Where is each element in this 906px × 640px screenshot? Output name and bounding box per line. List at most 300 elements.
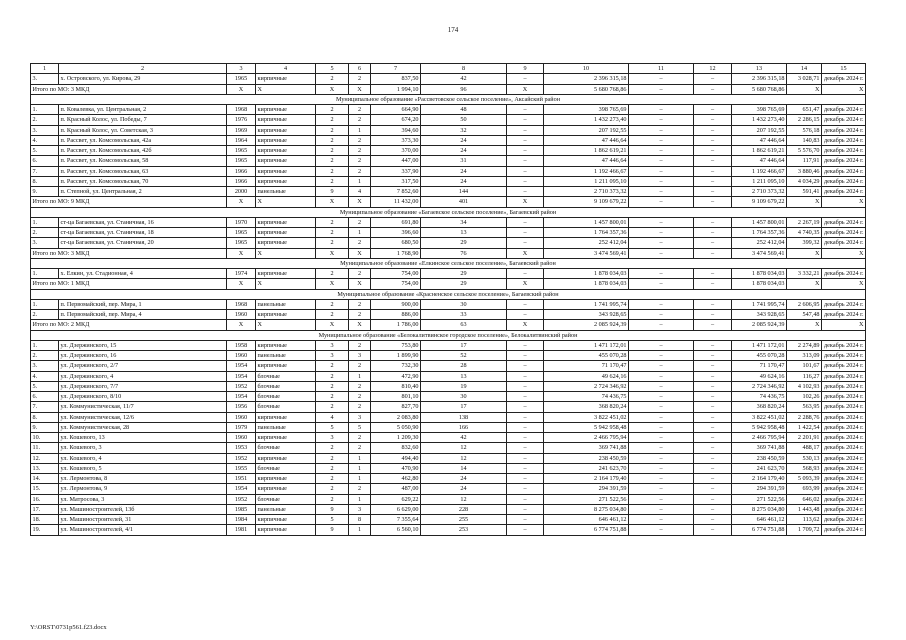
table-cell: 24 [421, 135, 507, 145]
table-cell: – [694, 515, 732, 525]
total-cell: X [349, 279, 371, 289]
table-cell: декабрь 2024 г. [822, 412, 866, 422]
table-cell: – [507, 494, 544, 504]
table-cell: декабрь 2024 г. [822, 484, 866, 494]
table-cell: 2 [349, 361, 371, 371]
table-cell: 1965 [227, 238, 256, 248]
address-cell: ул. Кошевого, 13 [59, 433, 227, 443]
table-cell: 1954 [227, 361, 256, 371]
total-cell: X [256, 197, 316, 207]
table-cell: 368 820,24 [544, 402, 629, 412]
table-cell: 1965 [227, 74, 256, 84]
total-cell: 1 786,00 [371, 320, 421, 330]
table-cell: 488,17 [787, 443, 822, 453]
table-cell: 2 164 179,40 [544, 474, 629, 484]
table-cell: – [629, 74, 694, 84]
table-cell: – [507, 176, 544, 186]
table-cell: 9 [316, 187, 349, 197]
table-cell: – [629, 187, 694, 197]
table-row [31, 156, 866, 166]
table-cell: 50 [421, 115, 507, 125]
address-cell: п. Рассвет, ул. Комсомольская, 42б [59, 146, 227, 156]
table-cell: 3. [31, 238, 59, 248]
table-cell: – [694, 392, 732, 402]
table-cell: 1960 [227, 351, 256, 361]
table-cell: 3 [316, 351, 349, 361]
table-cell: – [507, 74, 544, 84]
table-row [31, 310, 866, 320]
table-cell: 1964 [227, 135, 256, 145]
table-cell: 2 [349, 484, 371, 494]
table-cell: – [694, 135, 732, 145]
table-cell: блочные [256, 494, 316, 504]
table-cell: 1 764 357,36 [544, 228, 629, 238]
table-cell: – [507, 166, 544, 176]
table-cell: 5 050,90 [371, 422, 421, 432]
table-row [31, 351, 866, 361]
table-cell: 3 822 451,02 [544, 412, 629, 422]
table-cell: – [694, 146, 732, 156]
table-row [31, 515, 866, 525]
table-cell: 2 201,91 [787, 433, 822, 443]
total-cell: X [227, 197, 256, 207]
table-cell: 1 457 800,01 [544, 217, 629, 227]
table-cell: 252 412,04 [732, 238, 787, 248]
total-cell: 401 [421, 197, 507, 207]
table-cell: декабрь 2024 г. [822, 146, 866, 156]
total-cell: X [227, 320, 256, 330]
table-cell: 563,95 [787, 402, 822, 412]
table-cell: – [507, 433, 544, 443]
municipality-title: Муниципальное образование «Елкинское сельское поселение», Багаевский район [31, 258, 866, 268]
table-cell: 1 899,90 [371, 351, 421, 361]
total-cell: X [822, 248, 866, 258]
table-cell: 470,90 [371, 463, 421, 473]
table-cell: 13 [421, 228, 507, 238]
table-cell: кирпичные [256, 515, 316, 525]
address-cell: х. Елкин, ул. Стадионная, 4 [59, 269, 227, 279]
column-number-cell: 12 [694, 64, 732, 74]
table-cell: 3 822 451,02 [732, 412, 787, 422]
total-label: Итого по МО: 3 МКД [31, 248, 227, 258]
table-cell: кирпичные [256, 176, 316, 186]
table-cell: – [629, 474, 694, 484]
table-cell: кирпичные [256, 156, 316, 166]
table-cell: кирпичные [256, 340, 316, 350]
table-cell: 5 093,39 [787, 474, 822, 484]
table-cell: 1 457 800,01 [732, 217, 787, 227]
table-row [31, 228, 866, 238]
table-cell: 1951 [227, 474, 256, 484]
table-cell: – [629, 381, 694, 391]
table-row [31, 402, 866, 412]
table-cell: 2 [349, 166, 371, 176]
table-cell: декабрь 2024 г. [822, 402, 866, 412]
table-cell: декабрь 2024 г. [822, 135, 866, 145]
column-number-cell: 8 [421, 64, 507, 74]
table-cell: – [629, 166, 694, 176]
table-cell: 2 286,15 [787, 115, 822, 125]
total-cell: 9 109 679,22 [544, 197, 629, 207]
total-cell: X [256, 279, 316, 289]
total-cell: X [822, 320, 866, 330]
total-cell: X [507, 197, 544, 207]
table-cell: – [507, 484, 544, 494]
column-number-cell: 15 [822, 64, 866, 74]
table-cell: 1968 [227, 105, 256, 115]
table-cell: 8 [349, 515, 371, 525]
table-cell: 71 170,47 [732, 361, 787, 371]
table-cell: 252 412,04 [544, 238, 629, 248]
table-cell: – [629, 115, 694, 125]
table-cell: 455 070,28 [732, 351, 787, 361]
table-cell: – [507, 135, 544, 145]
table-cell: 74 436,75 [544, 392, 629, 402]
table-cell: 6 560,10 [371, 525, 421, 535]
table-cell: 1 764 357,36 [732, 228, 787, 238]
table-cell: 13. [31, 463, 59, 473]
table-cell: – [694, 402, 732, 412]
table-row [31, 433, 866, 443]
table-cell: – [629, 105, 694, 115]
table-cell: 2 [316, 105, 349, 115]
table-cell: 2 [316, 474, 349, 484]
table-cell: 2 [316, 310, 349, 320]
municipality-title: Муниципальное образование «Рассветовское сельское поселение», Аксайский район [31, 94, 866, 104]
table-cell: 2 [316, 238, 349, 248]
table-cell: – [694, 176, 732, 186]
table-cell: 42 [421, 433, 507, 443]
table-cell: 138 [421, 412, 507, 422]
address-cell: ул. Коммунистическая, 28 [59, 422, 227, 432]
table-cell: 49 624,16 [732, 371, 787, 381]
table-cell: – [694, 361, 732, 371]
table-cell: – [694, 310, 732, 320]
total-cell: X [227, 279, 256, 289]
table-cell: 2 606,95 [787, 299, 822, 309]
total-cell: – [694, 84, 732, 94]
table-cell: 2 [316, 135, 349, 145]
table-cell: 29 [421, 238, 507, 248]
table-cell: 691,80 [371, 217, 421, 227]
table-cell: 28 [421, 361, 507, 371]
table-cell: 1. [31, 340, 59, 350]
address-cell: х. Островского, ул. Кирова, 29 [59, 74, 227, 84]
table-cell: кирпичные [256, 361, 316, 371]
table-cell: 3 [349, 504, 371, 514]
table-cell: 693,99 [787, 484, 822, 494]
table-cell: декабрь 2024 г. [822, 187, 866, 197]
table-cell: 2 [349, 402, 371, 412]
table-cell: – [507, 474, 544, 484]
table-cell: 1. [31, 269, 59, 279]
table-cell: – [629, 310, 694, 320]
table-cell: – [629, 217, 694, 227]
table-cell: 1 [349, 176, 371, 186]
table-cell: 19 [421, 381, 507, 391]
table-cell: 1970 [227, 217, 256, 227]
table-cell: 52 [421, 351, 507, 361]
table-cell: 2 [316, 381, 349, 391]
table-cell: кирпичные [256, 146, 316, 156]
table-cell: – [694, 525, 732, 535]
table-cell: 1966 [227, 166, 256, 176]
table-cell: 801,10 [371, 392, 421, 402]
table-cell: 369 741,88 [544, 443, 629, 453]
table-cell: – [694, 453, 732, 463]
table-cell: 101,67 [787, 361, 822, 371]
table-cell: – [507, 504, 544, 514]
table-cell: – [629, 422, 694, 432]
table-cell: 5 942 958,48 [732, 422, 787, 432]
table-cell: 117,91 [787, 156, 822, 166]
table-cell: – [694, 299, 732, 309]
table-cell: 1956 [227, 402, 256, 412]
table-cell: 810,40 [371, 381, 421, 391]
table-cell: 24 [421, 166, 507, 176]
table-cell: 4 034,29 [787, 176, 822, 186]
table-cell: 1 192 466,67 [732, 166, 787, 176]
table-cell: 1974 [227, 269, 256, 279]
total-cell: X [787, 279, 822, 289]
table-cell: кирпичные [256, 217, 316, 227]
table-cell: декабрь 2024 г. [822, 217, 866, 227]
table-cell: 2 466 795,94 [732, 433, 787, 443]
table-cell: 2 [316, 463, 349, 473]
address-cell: ул. Коммунистическая, 11/7 [59, 402, 227, 412]
table-cell: 1 [349, 494, 371, 504]
table-cell: 238 450,59 [732, 453, 787, 463]
column-number-cell: 2 [59, 64, 227, 74]
table-cell: 2 [316, 166, 349, 176]
table-cell: – [629, 392, 694, 402]
table-cell: 1 741 995,74 [732, 299, 787, 309]
table-cell: декабрь 2024 г. [822, 422, 866, 432]
table-cell: 33 [421, 310, 507, 320]
table-cell: 140,83 [787, 135, 822, 145]
table-cell: 2 [316, 269, 349, 279]
table-cell: декабрь 2024 г. [822, 361, 866, 371]
table-cell: 207 192,55 [732, 125, 787, 135]
table-cell: – [694, 74, 732, 84]
table-cell: 6 774 751,88 [732, 525, 787, 535]
table-cell: 13 [421, 371, 507, 381]
table-cell: – [507, 299, 544, 309]
table-cell: – [507, 238, 544, 248]
table-cell: – [629, 504, 694, 514]
table-cell: – [694, 474, 732, 484]
column-number-cell: 13 [732, 64, 787, 74]
total-label: Итого по МО: 9 МКД [31, 197, 227, 207]
table-cell: – [507, 115, 544, 125]
table-row [31, 125, 866, 135]
table-cell: 1 [349, 463, 371, 473]
table-row [31, 463, 866, 473]
table-cell: блочные [256, 392, 316, 402]
table-cell: 337,90 [371, 166, 421, 176]
table-cell: 2 [349, 392, 371, 402]
table-cell: 1985 [227, 504, 256, 514]
table-cell: 48 [421, 105, 507, 115]
total-row [31, 279, 866, 289]
total-cell: 2 085 924,39 [732, 320, 787, 330]
table-row [31, 340, 866, 350]
total-cell: X [256, 320, 316, 330]
table-cell: 2 [316, 453, 349, 463]
table-cell: – [507, 463, 544, 473]
table-cell: 2 [316, 392, 349, 402]
table-cell: 1 862 619,21 [732, 146, 787, 156]
total-cell: – [694, 279, 732, 289]
total-cell: X [507, 248, 544, 258]
total-label: Итого по МО: 3 МКД [31, 84, 227, 94]
municipality-title: Муниципальное образование «Багаевское сельское поселение», Багаевский район [31, 207, 866, 217]
table-cell: – [694, 115, 732, 125]
table-cell: 472,90 [371, 371, 421, 381]
table-cell: 2 [349, 238, 371, 248]
table-cell: – [629, 494, 694, 504]
total-cell: X [227, 84, 256, 94]
table-cell: 6. [31, 392, 59, 402]
table-cell: декабрь 2024 г. [822, 115, 866, 125]
municipality-section-row [31, 330, 866, 340]
table-cell: 3. [31, 74, 59, 84]
total-label: Итого по МО: 2 МКД [31, 320, 227, 330]
table-cell: – [629, 228, 694, 238]
table-cell: – [629, 402, 694, 412]
table-cell: 732,30 [371, 361, 421, 371]
table-cell: 399,32 [787, 238, 822, 248]
table-cell: 317,50 [371, 176, 421, 186]
table-cell: 900,00 [371, 299, 421, 309]
table-cell: 207 192,55 [544, 125, 629, 135]
total-cell: 5 680 768,86 [544, 84, 629, 94]
table-cell: 71 170,47 [544, 361, 629, 371]
table-cell: 4. [31, 135, 59, 145]
table-cell: 16. [31, 494, 59, 504]
table-cell: декабрь 2024 г. [822, 176, 866, 186]
address-cell: п. Первомайский, пер. Мира, 1 [59, 299, 227, 309]
table-cell: 9. [31, 422, 59, 432]
table-cell: кирпичные [256, 453, 316, 463]
table-cell: декабрь 2024 г. [822, 392, 866, 402]
column-number-cell: 14 [787, 64, 822, 74]
table-cell: 294 391,59 [544, 484, 629, 494]
table-row [31, 176, 866, 186]
table-cell: 271 522,56 [732, 494, 787, 504]
table-cell: – [694, 269, 732, 279]
table-cell: 8. [31, 176, 59, 186]
table-cell: декабрь 2024 г. [822, 504, 866, 514]
table-cell: 2 [349, 381, 371, 391]
table-cell: 1960 [227, 412, 256, 422]
table-cell: 2 [349, 217, 371, 227]
total-cell: 63 [421, 320, 507, 330]
total-cell: 754,00 [371, 279, 421, 289]
table-cell: 1. [31, 217, 59, 227]
address-cell: ул. Лермонтова, 8 [59, 474, 227, 484]
table-cell: 17 [421, 402, 507, 412]
table-row [31, 74, 866, 84]
table-cell: 9. [31, 187, 59, 197]
table-row [31, 525, 866, 535]
total-cell: X [822, 84, 866, 94]
table-cell: 313,09 [787, 351, 822, 361]
table-cell: 1 709,72 [787, 525, 822, 535]
municipality-title: Муниципальное образование «Белокалитвинское городское поселение», Белокалитвинский район [31, 330, 866, 340]
table-cell: декабрь 2024 г. [822, 433, 866, 443]
table-row [31, 361, 866, 371]
table-cell: 2 [316, 371, 349, 381]
table-cell: 2 724 346,92 [544, 381, 629, 391]
table-cell: 494,40 [371, 453, 421, 463]
total-cell: X [787, 84, 822, 94]
table-cell: – [694, 412, 732, 422]
table-cell: 1 422,54 [787, 422, 822, 432]
address-cell: ул. Кошевого, 4 [59, 453, 227, 463]
table-cell: 19. [31, 525, 59, 535]
table-cell: декабрь 2024 г. [822, 228, 866, 238]
table-cell: 30 [421, 299, 507, 309]
table-cell: 1 443,48 [787, 504, 822, 514]
table-cell: – [507, 371, 544, 381]
total-cell: X [316, 279, 349, 289]
table-cell: 1955 [227, 463, 256, 473]
table-cell: 2 396 315,18 [544, 74, 629, 84]
table-row [31, 371, 866, 381]
total-cell: 1 994,10 [371, 84, 421, 94]
address-cell: ул. Дзержинского, 7/7 [59, 381, 227, 391]
table-cell: 368 820,24 [732, 402, 787, 412]
table-cell: кирпичные [256, 238, 316, 248]
municipality-section-row [31, 258, 866, 268]
table-cell: кирпичные [256, 412, 316, 422]
table-cell: 113,62 [787, 515, 822, 525]
total-cell: X [507, 279, 544, 289]
table-cell: 2 [316, 125, 349, 135]
total-cell: X [349, 248, 371, 258]
table-cell: 1965 [227, 228, 256, 238]
table-cell: 2 396 315,18 [732, 74, 787, 84]
table-cell: 394,60 [371, 125, 421, 135]
table-cell: 14. [31, 474, 59, 484]
table-cell: 2 267,19 [787, 217, 822, 227]
table-cell: кирпичные [256, 166, 316, 176]
column-number-cell: 11 [629, 64, 694, 74]
table-cell: 3 880,46 [787, 166, 822, 176]
table-cell: 3 [316, 433, 349, 443]
address-cell: ул. Дзержинского, 2/7 [59, 361, 227, 371]
table-cell: декабрь 2024 г. [822, 238, 866, 248]
table-cell: 24 [421, 474, 507, 484]
table-cell: 2 710 373,32 [544, 187, 629, 197]
table-cell: – [507, 125, 544, 135]
table-cell: 3. [31, 361, 59, 371]
table-cell: – [629, 135, 694, 145]
table-cell: декабрь 2024 г. [822, 310, 866, 320]
address-cell: п. Рассвет, ул. Комсомольская, 70 [59, 176, 227, 186]
address-cell: ул. Дзержинского, 15 [59, 340, 227, 350]
table-cell: 8. [31, 412, 59, 422]
table-cell: 5 [349, 422, 371, 432]
table-cell: 369 741,88 [732, 443, 787, 453]
table-row [31, 217, 866, 227]
file-path-footer: Y:\ORST\0731p561.f23.docx [30, 624, 107, 631]
table-cell: – [507, 402, 544, 412]
table-cell: – [629, 463, 694, 473]
table-cell: 2 [349, 340, 371, 350]
table-row [31, 494, 866, 504]
